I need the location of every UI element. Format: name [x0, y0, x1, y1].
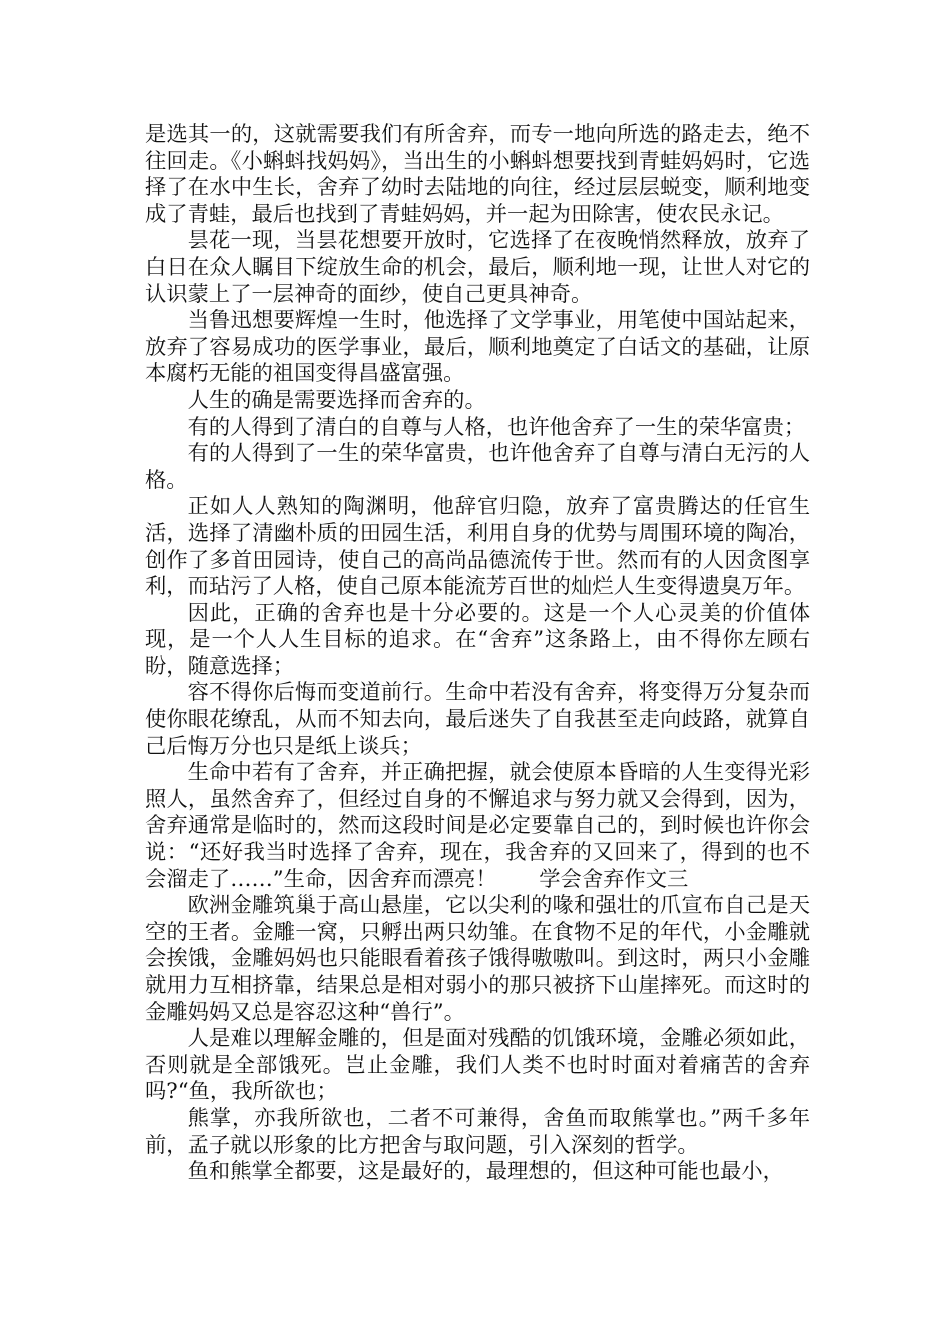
paragraph-14: 鱼和熊掌全都要，这是最好的，最理想的，但这种可能也最小，	[187, 1159, 784, 1185]
paragraph-2: 昙花一现，当昙花想要开放时，它选择了在夜晚悄然释放，放弃了白日在众人瞩目下绽放生命的机会，最后，顺利地一现，让世人对它的认识蒙上了一层神奇的面纱，使自己更具神奇。	[145, 228, 810, 307]
paragraph-9: 容不得你后悔而变道前行。生命中若没有舍弃，将变得万分复杂而使你眼花缭乱，从而不知去向，最后迷失了自我甚至走向歧路，就算自己后悔万分也只是纸上谈兵；	[145, 680, 810, 759]
paragraph-4: 人生的确是需要选择而舍弃的。	[187, 387, 486, 413]
paragraph-5: 有的人得到了清白的自尊与人格，也许他舍弃了一生的荣华富贵；	[187, 414, 806, 440]
paragraph-6: 有的人得到了一生的荣华富贵，也许他舍弃了自尊与清白无污的人格。	[145, 441, 810, 493]
paragraph-7: 正如人人熟知的陶渊明，他辞官归隐，放弃了富贵腾达的任官生活，选择了清幽朴质的田园生活，利用自身的优势与周围环境的陶冶，创作了多首田园诗，使自己的高尚品德流传于世。然而有的人因贪图享利，而玷污了人格，使自己原本能流芳百世的灿烂人生变得遗臭万年。	[145, 494, 810, 600]
paragraph-13: 熊掌，亦我所欲也，二者不可兼得，舍鱼而取熊掌也。”两千多年前，孟子就以形象的比方把舍与取问题，引入深刻的哲学。	[145, 1105, 810, 1158]
document-body	[145, 122, 810, 1186]
paragraph-8: 因此，正确的舍弃也是十分必要的。这是一个人心灵美的价值体现，是一个人人生目标的追求。在“舍弃”这条路上，由不得你左顾右盼，随意选择；	[145, 600, 810, 679]
paragraph-3: 当鲁迅想要辉煌一生时，他选择了文学事业，用笔使中国站起来，放弃了容易成功的医学事业，最后，顺利地奠定了白话文的基础，让原本腐朽无能的祖国变得昌盛富强。	[145, 308, 810, 387]
paragraph-10: 生命中若有了舍弃，并正确把握，就会使原本昏暗的人生变得光彩照人，虽然舍弃了，但经过自身的不懈追求与努力就又会得到，因为，舍弃通常是临时的，然而这段时间是必定要靠自己的，到时候也许你会说：“还好我当时选择了舍弃，现在，我舍弃的又回来了，得到的也不会溜走了……”生命，因舍弃而漂亮！ 学会舍弃作文三	[145, 760, 810, 892]
paragraph-11: 欧洲金雕筑巢于高山悬崖，它以尖利的喙和强壮的爪宣布自己是天空的王者。金雕一窝，只孵出两只幼雏。在食物不足的年代，小金雕就会挨饿，金雕妈妈也只能眼看着孩子饿得嗷嗷叫。到这时，两只小金雕就用力互相挤靠，结果总是相对弱小的那只被挤下山崖摔死。而这时的金雕妈妈又总是容忍这种“兽行”。	[145, 893, 810, 1025]
paragraph-12: 人是难以理解金雕的，但是面对残酷的饥饿环境，金雕必须如此，否则就是全部饿死。岂止金雕，我们人类不也时时面对着痛苦的舍弃吗?“鱼，我所欲也；	[145, 1026, 810, 1105]
paragraph-1: 是选其一的，这就需要我们有所舍弃，而专一地向所选的路走去，绝不往回走。《小蝌蚪找妈妈》，当出生的小蝌蚪想要找到青蛙妈妈时，它选择了在水中生长，舍弃了幼时去陆地的向往，经过层层蜕变，顺利地变成了青蛙，最后也找到了青蛙妈妈，并一起为田除害，使农民永记。	[145, 122, 810, 227]
